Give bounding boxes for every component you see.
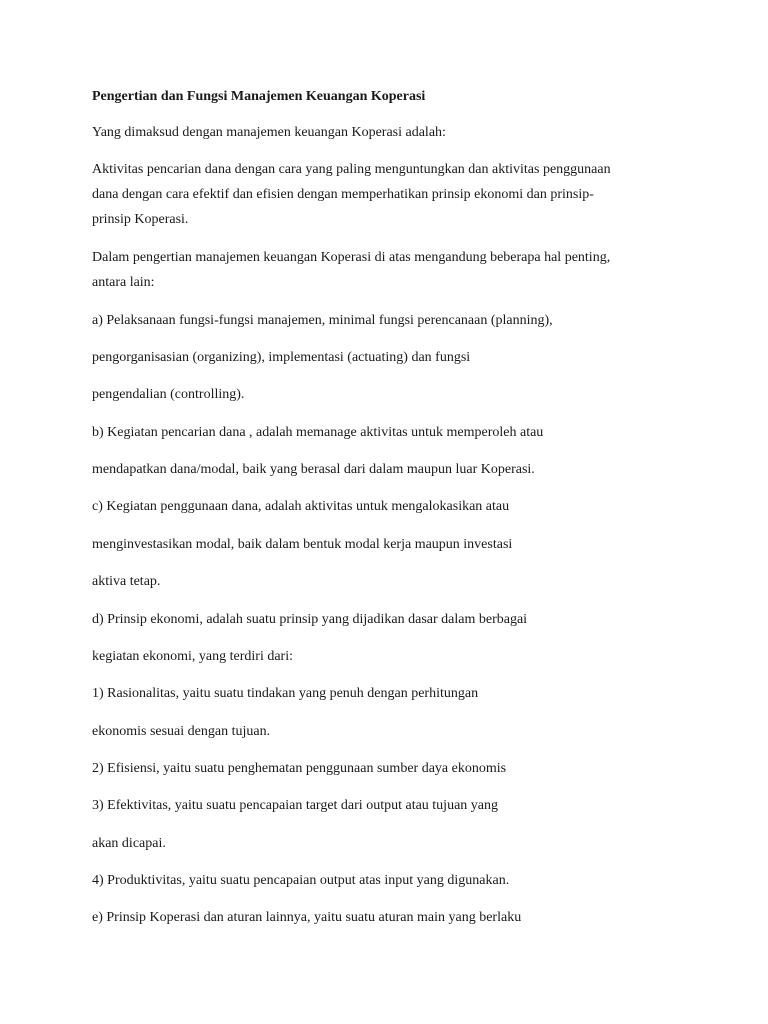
text-line: 2) Efisiensi, yaitu suatu penghematan penggunaan sumber daya ekonomis [92,761,507,776]
text-line: e) Prinsip Koperasi dan aturan lainnya, yaitu suatu aturan main yang berlaku [92,910,522,925]
text-line: pengorganisasian (organizing), implementasi (actuating) dan fungsi [92,350,471,365]
text-line: d) Prinsip ekonomi, adalah suatu prinsip yang dijadikan dasar dalam berbagai [92,612,528,627]
text-line: Yang dimaksud dengan manajemen keuangan Koperasi adalah: [92,125,446,140]
text-line: kegiatan ekonomi, yang terdiri dari: [92,649,293,664]
text-line: 1) Rasionalitas, yaitu suatu tindakan yang penuh dengan perhitungan [92,686,479,701]
text-line: c) Kegiatan penggunaan dana, adalah aktivitas untuk mengalokasikan atau [92,499,510,514]
text-line: akan dicapai. [92,836,166,851]
text-line: dana dengan cara efektif dan efisien dengan memperhatikan prinsip ekonomi dan prinsip- [92,187,594,202]
text-line: b) Kegiatan pencarian dana , adalah memanage aktivitas untuk memperoleh atau [92,425,544,440]
text-line: pengendalian (controlling). [92,387,245,402]
text-line: Aktivitas pencarian dana dengan cara yang paling menguntungkan dan aktivitas penggunaan [92,162,611,177]
text-line: menginvestasikan modal, baik dalam bentuk modal kerja maupun investasi [92,537,513,552]
text-line: ekonomis sesuai dengan tujuan. [92,724,271,739]
document-title: Pengertian dan Fungsi Manajemen Keuangan Koperasi [92,89,426,104]
text-line: antara lain: [92,275,155,290]
text-line: 4) Produktivitas, yaitu suatu pencapaian output atas input yang digunakan. [92,873,510,888]
text-line: a) Pelaksanaan fungsi-fungsi manajemen, minimal fungsi perencanaan (planning), [92,313,553,328]
text-line: 3) Efektivitas, yaitu suatu pencapaian target dari output atau tujuan yang [92,798,498,813]
text-line: prinsip Koperasi. [92,212,189,227]
text-line: mendapatkan dana/modal, baik yang berasal dari dalam maupun luar Koperasi. [92,462,535,477]
text-line: Dalam pengertian manajemen keuangan Koperasi di atas mengandung beberapa hal penting, [92,250,611,265]
text-line: aktiva tetap. [92,574,161,589]
